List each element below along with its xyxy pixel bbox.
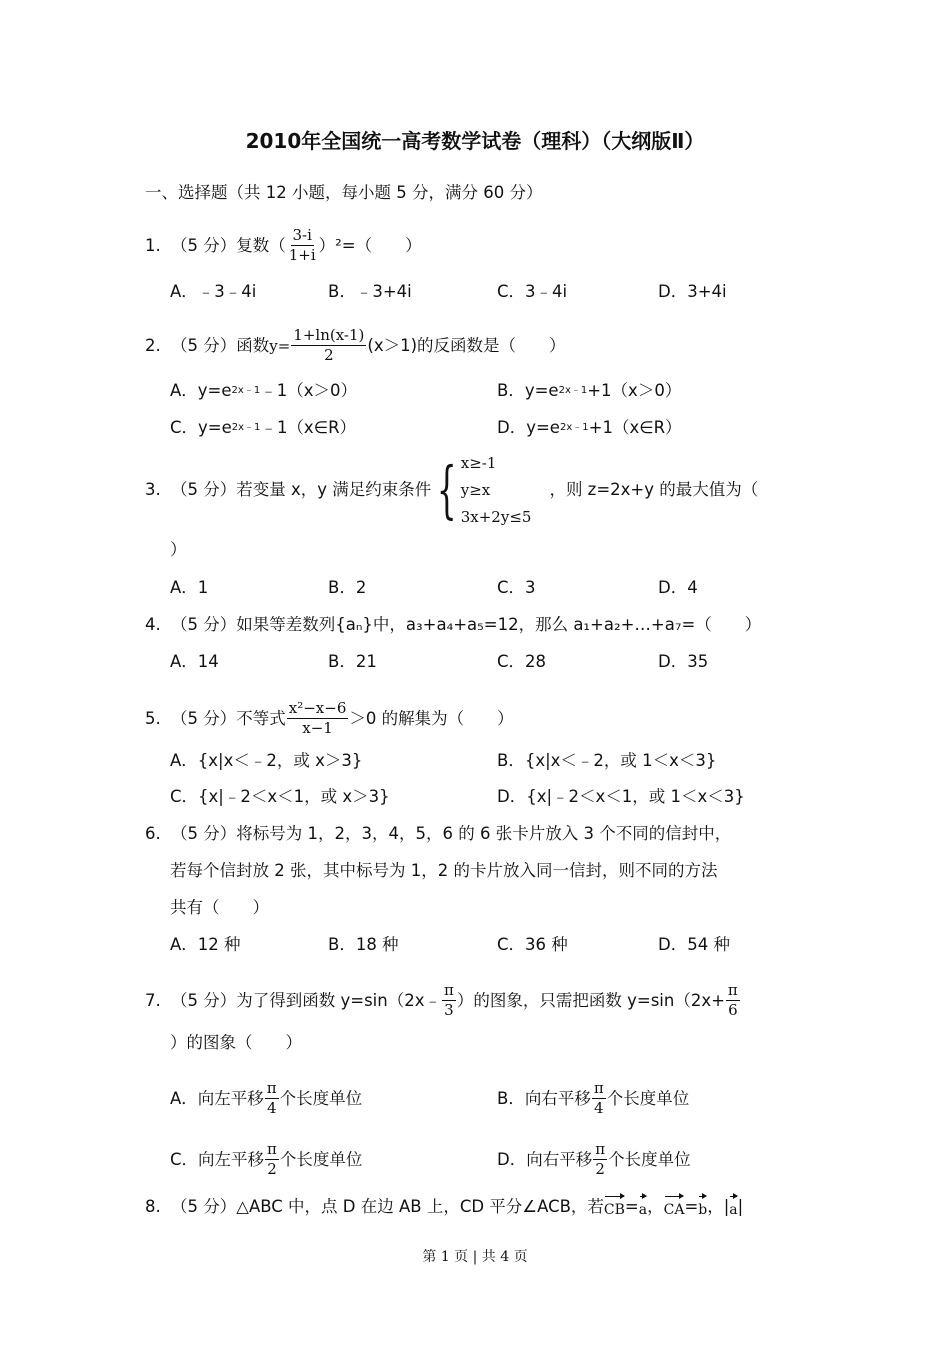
option-b: B．21 [328,652,377,671]
abs-bar: | [723,1197,730,1216]
option-a: A．1 [170,578,209,597]
option-text: 个长度单位 [279,1088,363,1108]
fraction [442,981,456,1020]
math-text: y= [269,336,291,355]
constraint-system [431,450,531,531]
constraint: x≥-1 [460,453,497,472]
option-d: D．3+4i [658,282,727,301]
option-text: 向右平移 [526,1149,593,1169]
numerator: π [267,1140,277,1158]
option-d [497,417,682,439]
page-footer: 第 1 页 | 共 4 页 [422,1249,528,1265]
abs-bar: | [737,1197,744,1216]
fraction [592,1079,606,1118]
denominator: 4 [266,1099,277,1117]
question-8 [145,1193,743,1221]
option-label: B． [497,381,525,400]
fraction [593,1140,607,1179]
option-text: 向左平移 [197,1088,264,1108]
constraint: 3x+2y≤5 [460,507,532,526]
numerator: 1+ln(x-1) [293,326,365,344]
option-label: A． [170,381,198,400]
question-score: （5 分） [171,708,237,728]
question-text: 复数（ [236,235,286,255]
question-score: （5 分） [171,615,237,634]
question-number: 8. [145,1197,161,1216]
option-a [170,1079,362,1118]
question-text: (x＞1)的反函数是（ ） [367,335,566,355]
vector-b: b [698,1193,707,1221]
denominator: 6 [728,1001,738,1019]
option-text: 个长度单位 [606,1088,690,1108]
option-text: +1（x∈R） [588,418,682,437]
question-text: 函数 [236,335,270,355]
option-c: C．36 种 [497,935,568,954]
question-score: （5 分） [171,235,237,255]
question-text: 若变量 x，y 满足约束条件 [236,480,432,499]
question-number: 3. [145,480,161,499]
question-number: 1. [145,235,161,255]
option-b: B．﹣3+4i [328,282,412,301]
question-text: ＞0 的解集为（ ） [349,708,514,728]
brace-icon: { [437,453,457,526]
question-text: 共有（ ） [170,898,269,917]
option-a [170,380,357,402]
option-text: 向右平移 [524,1088,591,1108]
denominator: 2 [595,1160,605,1178]
question-number: 5. [145,708,161,728]
option-text: ﹣1（x＞0） [260,381,357,400]
question-text: ，则 z=2x+y 的最大值为（ [549,480,759,499]
denominator: 2 [267,1160,277,1178]
numerator: π [593,1079,604,1097]
vector-ca: CA [664,1193,685,1221]
exponent: 2x﹣1 [231,422,261,433]
constraint: y≥x [460,480,491,499]
exponent: 2x﹣1 [559,422,589,433]
fraction [265,1140,279,1179]
question-6 [145,823,731,845]
option-b: B．18 种 [328,935,399,954]
question-score: （5 分） [171,335,237,355]
denominator: 4 [593,1099,604,1117]
exponent: 2x﹣1 [558,385,588,396]
numerator: π [266,1079,277,1097]
numerator: π [444,981,454,999]
question-4 [145,614,761,636]
numerator: π [595,1140,606,1158]
option-b: B．2 [328,578,367,597]
question-text: 为了得到函数 y=sin（2x﹣ [236,990,441,1010]
question-2 [145,326,566,365]
question-text: ）的图象，只需把函数 y=sin（2x+ [456,990,725,1010]
comma: ， [647,1197,664,1216]
option-c: C．3﹣4i [497,282,568,301]
option-text: +1（x＞0） [587,381,682,400]
option-b [497,1079,689,1118]
question-number: 7. [145,990,161,1010]
option-c: C．{x|﹣2＜x＜1，或 x＞3} [170,787,390,806]
question-1 [145,226,422,265]
option-d: D．54 种 [658,935,730,954]
numerator: π [727,981,738,999]
option-text: y=e [197,381,232,400]
question-text: ）的图象（ ） [170,1033,302,1052]
question-5 [145,699,514,738]
section-heading: 一、选择题（共 12 小题，每小题 5 分，满分 60 分） [145,183,543,202]
option-d: D．{x|﹣2＜x＜1，或 1＜x＜3} [497,787,745,806]
question-text: 若每个信封放 2 张，其中标号为 1，2 的卡片放入同一信封，则不同的方法 [170,861,718,880]
fraction [287,699,349,738]
question-text: ）²=（ ） [318,235,422,255]
option-c [170,417,356,439]
numerator: x²−x−6 [288,699,347,717]
option-text: y=e [524,381,559,400]
option-label: B． [497,1088,525,1108]
vector-a: a [639,1193,647,1221]
question-number: 6. [145,824,161,843]
denominator: 1+i [288,246,316,264]
option-text: y=e [198,418,232,437]
question-text: ） [170,540,187,559]
option-text: ﹣1（x∈R） [260,418,357,437]
question-number: 2. [145,335,161,355]
question-score: （5 分） [171,1197,237,1216]
option-label: C． [170,418,199,437]
fraction [291,326,366,365]
question-text: 如果等差数列{aₙ}中，a₃+a₄+a₅=12，那么 a₁+a₂+…+a₇=（ ） [236,615,762,634]
denominator: 2 [324,346,334,364]
option-d [497,1140,691,1179]
fraction [726,981,740,1020]
question-text: 不等式 [236,708,286,728]
question-number: 4. [145,615,161,634]
fraction [287,226,318,265]
option-label: D． [497,1149,527,1169]
option-c [170,1140,362,1179]
numerator: 3-i [292,226,312,244]
option-a: A．{x|x＜﹣2，或 x＞3} [170,751,363,770]
exponent: 2x﹣1 [231,385,261,396]
option-d: D．4 [658,578,698,597]
question-score: （5 分） [171,990,237,1010]
option-text: 个长度单位 [279,1149,363,1169]
equals: = [624,1197,639,1216]
vector-cb: CB [604,1193,625,1221]
comma: ， [707,1197,724,1216]
option-c: C．28 [497,652,547,671]
equals: = [684,1197,699,1216]
option-a: A．﹣3﹣4i [170,282,257,301]
option-label: D． [497,418,527,437]
option-b: B．{x|x＜﹣2，或 1＜x＜3} [497,751,717,770]
question-score: （5 分） [171,824,237,843]
denominator: 3 [444,1001,454,1019]
document-title: 2010年全国统一高考数学试卷（理科）（大纲版Ⅱ） [245,129,705,153]
option-a: A．12 种 [170,935,241,954]
option-c: C．3 [497,578,536,597]
option-label: C． [170,1149,199,1169]
question-score: （5 分） [171,480,237,499]
option-label: A． [170,1088,198,1108]
denominator: x−1 [302,719,333,737]
question-7 [145,981,741,1020]
option-text: 向左平移 [198,1149,265,1169]
option-d: D．35 [658,652,709,671]
fraction [265,1079,279,1118]
question-3 [145,450,758,530]
vector-a: a [729,1193,737,1221]
question-text: 将标号为 1，2，3，4，5，6 的 6 张卡片放入 3 个不同的信封中， [236,824,732,843]
option-text: 个长度单位 [608,1149,691,1169]
option-a: A．14 [170,652,219,671]
question-text: △ABC 中，点 D 在边 AB 上，CD 平分∠ACB，若 [236,1197,604,1216]
option-text: y=e [526,418,560,437]
option-b [497,380,681,402]
